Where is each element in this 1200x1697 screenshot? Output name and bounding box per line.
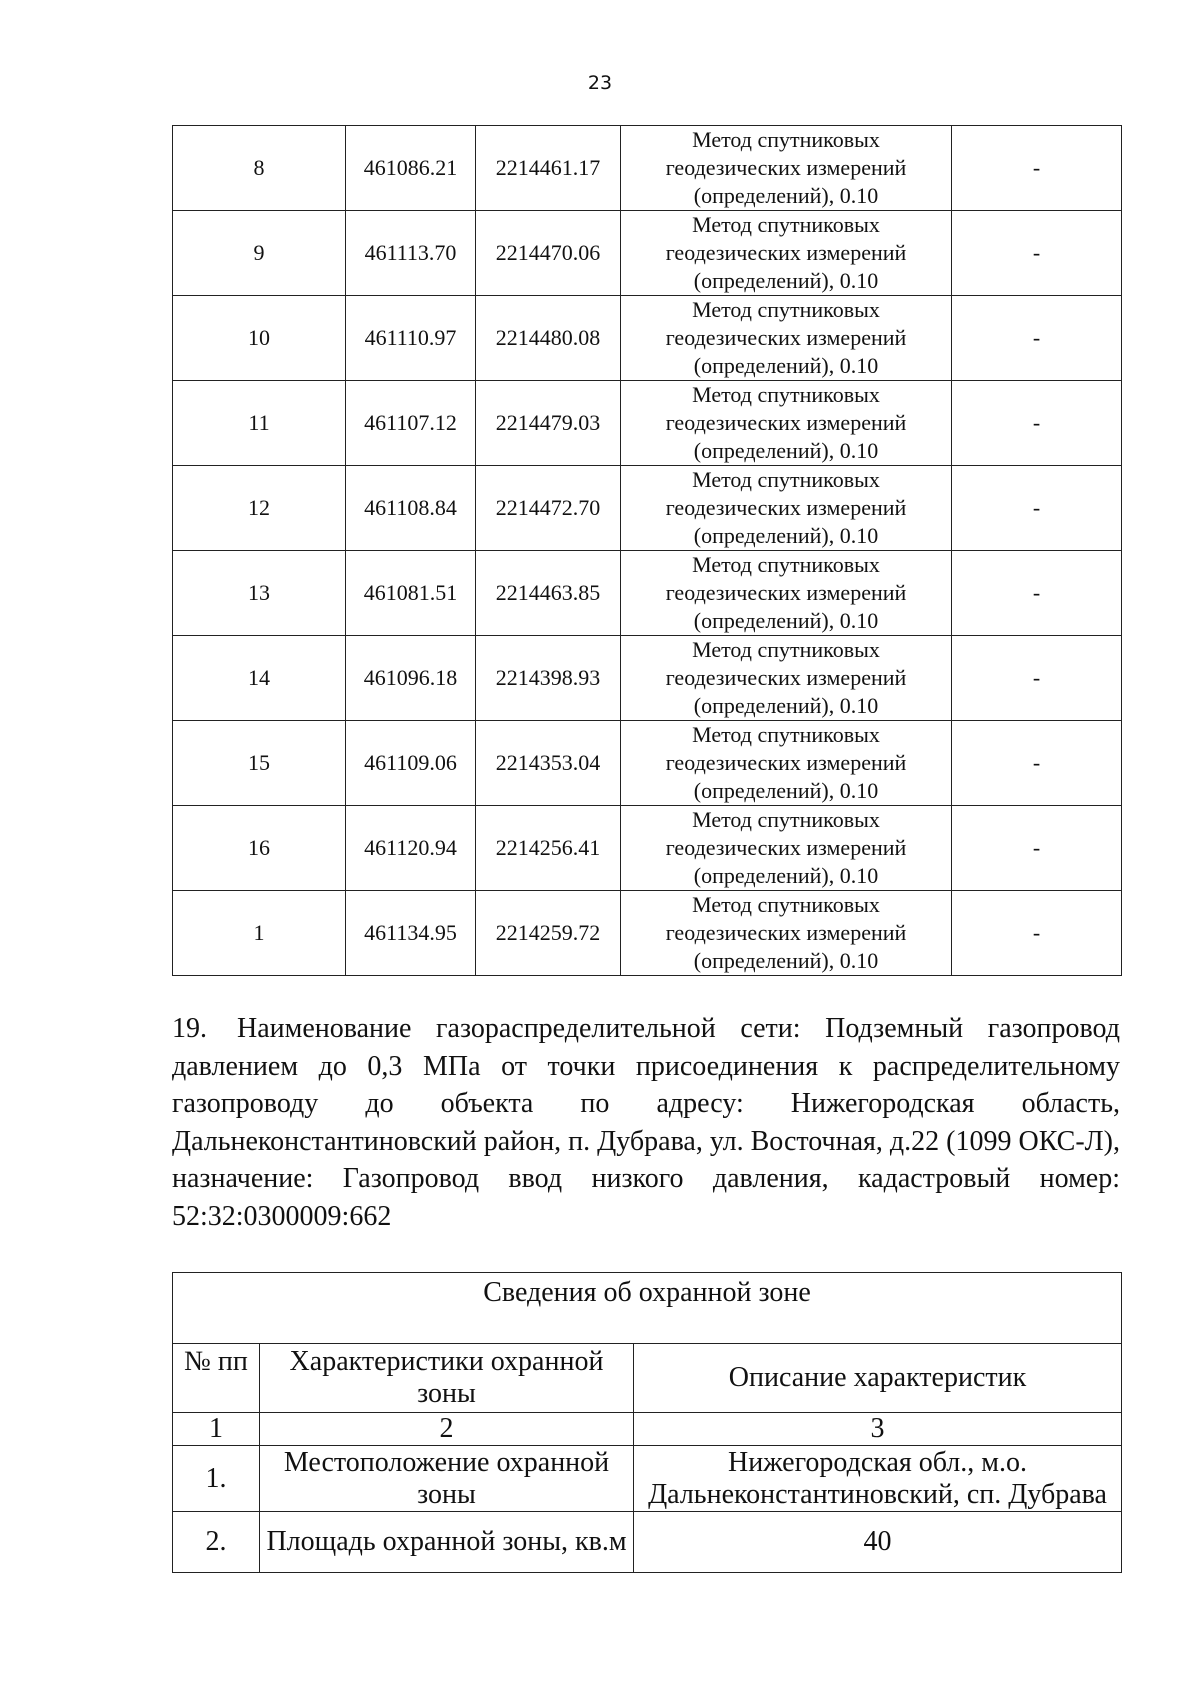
x-coordinate-cell: 461108.84	[346, 466, 476, 551]
table-row	[173, 806, 1122, 891]
row-desc-line: Дальнеконстантиновский, сп. Дубрава	[648, 1478, 1107, 1510]
note-cell: -	[952, 551, 1122, 636]
x-coordinate-cell: 461134.95	[346, 891, 476, 976]
zone-table-index-row	[173, 1413, 1122, 1446]
method-cell	[621, 551, 952, 636]
table-row	[173, 721, 1122, 806]
note-cell: -	[952, 296, 1122, 381]
x-coordinate-cell: 461120.94	[346, 806, 476, 891]
method-line: (определений), 0.10	[693, 778, 879, 803]
header-num: № пп	[173, 1344, 260, 1413]
method-line: Метод спутниковых	[692, 297, 880, 322]
point-number-cell: 11	[173, 381, 346, 466]
point-number-cell: 16	[173, 806, 346, 891]
method-line: геодезических измерений	[665, 155, 907, 180]
page-number: 23	[587, 72, 613, 94]
table-row	[173, 1446, 1122, 1512]
note-cell: -	[952, 891, 1122, 976]
method-line: геодезических измерений	[665, 410, 907, 435]
method-line: геодезических измерений	[665, 580, 907, 605]
method-line: (определений), 0.10	[693, 268, 879, 293]
point-number-cell: 9	[173, 211, 346, 296]
table-row	[173, 891, 1122, 976]
method-line: геодезических измерений	[665, 920, 907, 945]
point-number-cell: 10	[173, 296, 346, 381]
method-line: (определений), 0.10	[693, 948, 879, 973]
point-number-cell: 14	[173, 636, 346, 721]
note-cell: -	[952, 126, 1122, 211]
y-coordinate-cell: 2214480.08	[476, 296, 621, 381]
method-cell	[621, 891, 952, 976]
table-row	[173, 1512, 1122, 1573]
row-char-line: зоны	[417, 1478, 476, 1510]
header-char-line: Характеристики охранной	[289, 1346, 604, 1377]
method-cell	[621, 806, 952, 891]
x-coordinate-cell: 461096.18	[346, 636, 476, 721]
point-number-cell: 15	[173, 721, 346, 806]
row-desc	[634, 1446, 1122, 1512]
method-line: (определений), 0.10	[693, 353, 879, 378]
note-cell: -	[952, 636, 1122, 721]
method-line: геодезических измерений	[665, 495, 907, 520]
note-cell: -	[952, 381, 1122, 466]
y-coordinate-cell: 2214463.85	[476, 551, 621, 636]
method-line: Метод спутниковых	[692, 722, 880, 747]
method-line: геодезических измерений	[665, 240, 907, 265]
header-char-line: зоны	[417, 1378, 476, 1409]
point-number-cell: 1	[173, 891, 346, 976]
method-line: (определений), 0.10	[693, 608, 879, 633]
y-coordinate-cell: 2214479.03	[476, 381, 621, 466]
method-line: Метод спутниковых	[692, 892, 880, 917]
method-line: Метод спутниковых	[692, 127, 880, 152]
section-number: 19.	[172, 1013, 207, 1044]
x-coordinate-cell: 461107.12	[346, 381, 476, 466]
point-number-cell: 8	[173, 126, 346, 211]
y-coordinate-cell: 2214256.41	[476, 806, 621, 891]
coordinates-table	[172, 125, 1122, 976]
coordinates-table-body	[173, 126, 1122, 976]
method-line: Метод спутниковых	[692, 807, 880, 832]
note-cell: -	[952, 211, 1122, 296]
row-char-line: Площадь охранной зоны, кв.м	[266, 1526, 627, 1557]
note-cell: -	[952, 466, 1122, 551]
row-desc-line: Нижегородская обл., м.о.	[728, 1446, 1027, 1478]
y-coordinate-cell: 2214472.70	[476, 466, 621, 551]
method-line: геодезических измерений	[665, 665, 907, 690]
method-line: Метод спутниковых	[692, 382, 880, 407]
y-coordinate-cell: 2214353.04	[476, 721, 621, 806]
method-cell	[621, 126, 952, 211]
y-coordinate-cell: 2214470.06	[476, 211, 621, 296]
table-row	[173, 466, 1122, 551]
point-number-cell: 13	[173, 551, 346, 636]
x-coordinate-cell: 461113.70	[346, 211, 476, 296]
method-line: (определений), 0.10	[693, 183, 879, 208]
method-line: (определений), 0.10	[693, 863, 879, 888]
method-line: (определений), 0.10	[693, 523, 879, 548]
header-desc: Описание характеристик	[634, 1344, 1122, 1413]
row-num: 2.	[173, 1512, 260, 1573]
method-line: (определений), 0.10	[693, 438, 879, 463]
table-row	[173, 296, 1122, 381]
method-line: геодезических измерений	[665, 835, 907, 860]
section-paragraph	[172, 1010, 1120, 1235]
table-row	[173, 126, 1122, 211]
index-cell: 3	[634, 1413, 1122, 1446]
row-desc-line: 40	[863, 1526, 892, 1557]
row-char-line: Местоположение охранной	[283, 1446, 610, 1478]
y-coordinate-cell: 2214461.17	[476, 126, 621, 211]
method-cell	[621, 381, 952, 466]
method-line: геодезических измерений	[665, 750, 907, 775]
method-line: (определений), 0.10	[693, 693, 879, 718]
table-row	[173, 211, 1122, 296]
row-char	[260, 1512, 634, 1573]
row-num: 1.	[173, 1446, 260, 1512]
header-char	[260, 1344, 634, 1413]
method-line: Метод спутниковых	[692, 552, 880, 577]
x-coordinate-cell: 461081.51	[346, 551, 476, 636]
note-cell: -	[952, 721, 1122, 806]
method-line: Метод спутниковых	[692, 637, 880, 662]
table-row	[173, 381, 1122, 466]
method-line: геодезических измерений	[665, 325, 907, 350]
method-cell	[621, 721, 952, 806]
row-desc	[634, 1512, 1122, 1573]
y-coordinate-cell: 2214259.72	[476, 891, 621, 976]
row-char	[260, 1446, 634, 1512]
x-coordinate-cell: 461109.06	[346, 721, 476, 806]
x-coordinate-cell: 461110.97	[346, 296, 476, 381]
method-cell	[621, 211, 952, 296]
point-number-cell: 12	[173, 466, 346, 551]
zone-table-title: Сведения об охранной зоне	[173, 1273, 1122, 1344]
zone-table-header-row	[173, 1344, 1122, 1413]
note-cell: -	[952, 806, 1122, 891]
section-text: Наименование газораспределительной сети: Подземный газопровод давлением до 0,3 МПа от точки присоединения к распределительному газопроводу до объекта по адресу: Нижегородская область, Дальнеконстантиновский район, п. Дубрава, ул. Восточная, д.22 (1099 ОКС-Л), назначение: Газопровод ввод низкого давления, кадастровый номер: 52:32:0300009:662	[172, 1013, 1120, 1232]
index-cell: 2	[260, 1413, 634, 1446]
table-row	[173, 636, 1122, 721]
x-coordinate-cell: 461086.21	[346, 126, 476, 211]
index-cell: 1	[173, 1413, 260, 1446]
method-cell	[621, 466, 952, 551]
method-cell	[621, 636, 952, 721]
method-line: Метод спутниковых	[692, 212, 880, 237]
protection-zone-table	[172, 1272, 1122, 1573]
y-coordinate-cell: 2214398.93	[476, 636, 621, 721]
table-row	[173, 551, 1122, 636]
method-cell	[621, 296, 952, 381]
method-line: Метод спутниковых	[692, 467, 880, 492]
